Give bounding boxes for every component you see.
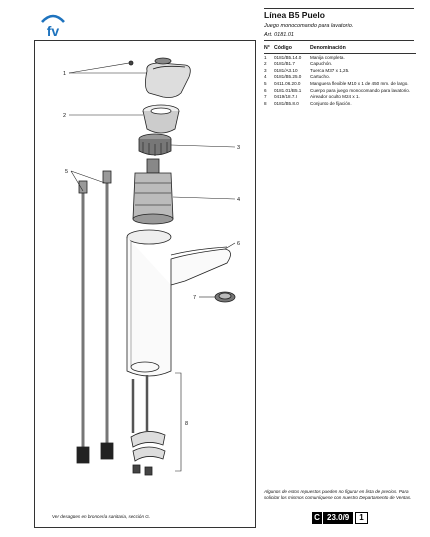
row-code: 0181/B5.14.0 bbox=[274, 54, 302, 60]
nut-part bbox=[139, 134, 171, 156]
product-subtitle: Juego monocomando para lavatorio. bbox=[264, 23, 354, 29]
table-row bbox=[264, 94, 416, 101]
col-number: N° bbox=[264, 45, 274, 54]
exploded-drawing bbox=[35, 41, 257, 529]
cartridge-part bbox=[133, 159, 173, 224]
col-code: Código bbox=[274, 45, 310, 54]
section-letter: C bbox=[312, 512, 322, 524]
table-row bbox=[264, 74, 416, 81]
callout-1: 1 bbox=[63, 71, 67, 77]
row-description: Tuerca M37 x 1,25. bbox=[310, 67, 350, 73]
page-number: 1 bbox=[355, 512, 367, 524]
row-number: 5 bbox=[264, 80, 267, 86]
logo-text: fv bbox=[46, 23, 60, 38]
row-code: 0181/B5.8.0 bbox=[274, 100, 299, 106]
row-number: 2 bbox=[264, 61, 267, 67]
page-identifier bbox=[312, 512, 368, 524]
callout-7: 7 bbox=[193, 295, 197, 301]
cap-part bbox=[143, 105, 179, 133]
callout-6: 6 bbox=[237, 241, 241, 247]
fv-logo bbox=[38, 10, 68, 38]
article-number: Art. 0181.01 bbox=[264, 32, 294, 38]
page-title: Línea B5 Puelo bbox=[264, 10, 325, 20]
row-number: 7 bbox=[264, 94, 267, 100]
callout-8: 8 bbox=[185, 421, 189, 427]
section-number: 23.0/9 bbox=[323, 512, 353, 524]
handle-part bbox=[129, 58, 190, 98]
table-row bbox=[264, 80, 416, 87]
table-row bbox=[264, 87, 416, 94]
footer-note: Ver desagües en broncería sanitaria, sección G. bbox=[52, 514, 151, 519]
row-code: 0419/18.7.I bbox=[274, 94, 297, 100]
table-row bbox=[264, 61, 416, 68]
row-description: Manguera flexible M10 x 1 de 450 mm. de largo. bbox=[310, 80, 409, 86]
callout-5: 5 bbox=[65, 169, 69, 175]
row-description: Cartucho. bbox=[310, 74, 330, 80]
callout-2: 2 bbox=[63, 113, 67, 119]
row-code: 0181/B1.7 bbox=[274, 61, 295, 67]
row-description: Cuerpo para juego monocomando para lavatorio. bbox=[310, 87, 411, 93]
col-description: Denominación bbox=[310, 45, 416, 54]
row-code: 0181/A3.10 bbox=[274, 67, 298, 73]
faucet-body-part bbox=[127, 230, 231, 376]
hose-parts bbox=[77, 171, 113, 463]
row-number: 8 bbox=[264, 100, 267, 106]
row-number: 1 bbox=[264, 54, 267, 60]
title-rule-bottom bbox=[264, 40, 414, 41]
row-number: 3 bbox=[264, 67, 267, 73]
title-block bbox=[264, 10, 414, 38]
row-code: 0181.01/B5.1 bbox=[274, 87, 302, 93]
callout-3: 3 bbox=[237, 145, 241, 151]
row-code: 0181/B5.25.0 bbox=[274, 74, 302, 80]
row-number: 6 bbox=[264, 87, 267, 93]
table-row bbox=[264, 54, 416, 61]
aerator-part bbox=[215, 292, 235, 302]
callout-4: 4 bbox=[237, 197, 241, 203]
parts-table bbox=[264, 45, 416, 107]
row-description: Aireador oculto M24 x 1. bbox=[310, 94, 360, 100]
row-description: Manija completa. bbox=[310, 54, 345, 60]
availability-note: Algunos de estos repuestos pueden no figurar en lista de precios. Para solicitar los mismos comuníquese con nuestro Departamento de Ventas. bbox=[264, 489, 412, 500]
title-rule-top bbox=[264, 8, 414, 9]
row-code: 0411.06.20.0 bbox=[274, 80, 301, 86]
table-row bbox=[264, 100, 416, 107]
row-number: 4 bbox=[264, 74, 267, 80]
exploded-drawing-frame bbox=[34, 40, 256, 528]
parts-table-header bbox=[264, 45, 416, 54]
row-description: Capuchón. bbox=[310, 61, 333, 67]
table-row bbox=[264, 67, 416, 74]
fixing-kit-part bbox=[131, 362, 165, 475]
row-description: Conjunto de fijación. bbox=[310, 100, 352, 106]
